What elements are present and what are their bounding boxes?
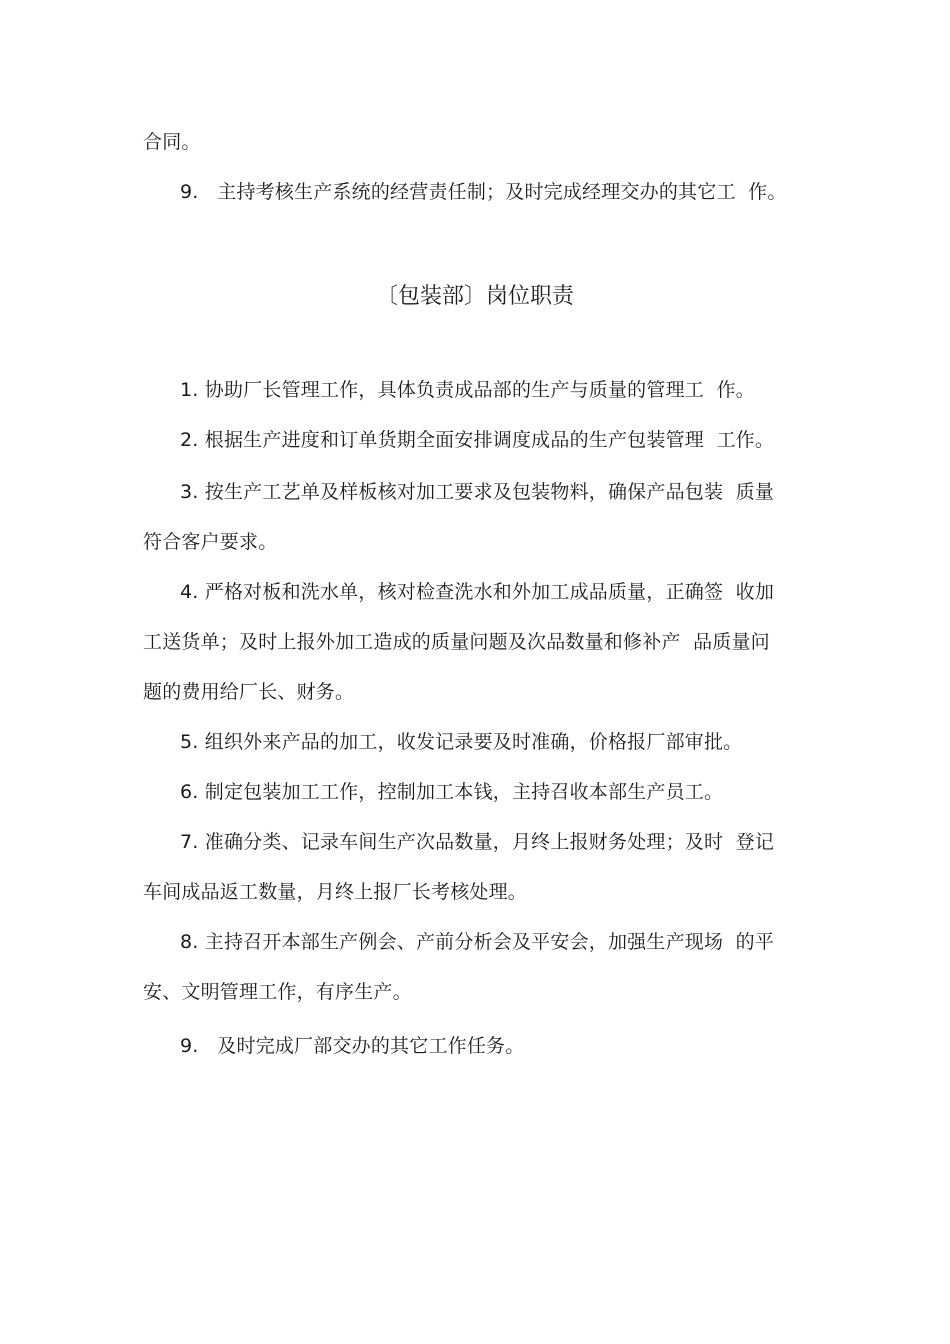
item-7-line-2: 车间成品返工数量，月终上报厂长考核处理。 <box>143 881 528 903</box>
prev-item-9: 9. 主持考核生产系统的经营责任制；及时完成经理交办的其它工 作。 <box>180 181 787 203</box>
item-6-line-1: 6. 制定包装加工工作，控制加工本钱，主持召收本部生产员工。 <box>180 781 724 803</box>
section-title: 〔包装部〕岗位职责 <box>375 284 574 309</box>
item-8-line-1: 8. 主持召开本部生产例会、产前分析会及平安会，加强生产现场 的平 <box>180 931 775 953</box>
item-4-line-1: 4. 严格对板和洗水单，核对检查洗水和外加工成品质量，正确签 收加 <box>180 581 775 603</box>
item-1-line-1: 1. 协助厂长管理工作，具体负责成品部的生产与质量的管理工 作。 <box>180 379 755 401</box>
prev-continuation-line: 合同。 <box>143 131 201 153</box>
item-2-line-1: 2. 根据生产进度和订单货期全面安排调度成品的生产包装管理 工作。 <box>180 429 775 451</box>
item-8-line-2: 安、文明管理工作，有序生产。 <box>143 981 412 1003</box>
item-9-line-1: 9. 及时完成厂部交办的其它工作任务。 <box>180 1035 525 1057</box>
item-5-line-1: 5. 组织外来产品的加工，收发记录要及时准确，价格报厂部审批。 <box>180 731 743 753</box>
item-3-line-1: 3. 按生产工艺单及样板核对加工要求及包装物料，确保产品包装 质量 <box>180 481 775 503</box>
item-4-line-2: 工送货单；及时上报外加工造成的质量问题及次品数量和修补产 品质量问 <box>143 631 770 653</box>
item-4-line-3: 题的费用给厂长、财务。 <box>143 681 355 703</box>
item-7-line-1: 7. 准确分类、记录车间生产次品数量，月终上报财务处理；及时 登记 <box>180 831 775 853</box>
item-3-line-2: 符合客户要求。 <box>143 531 278 553</box>
